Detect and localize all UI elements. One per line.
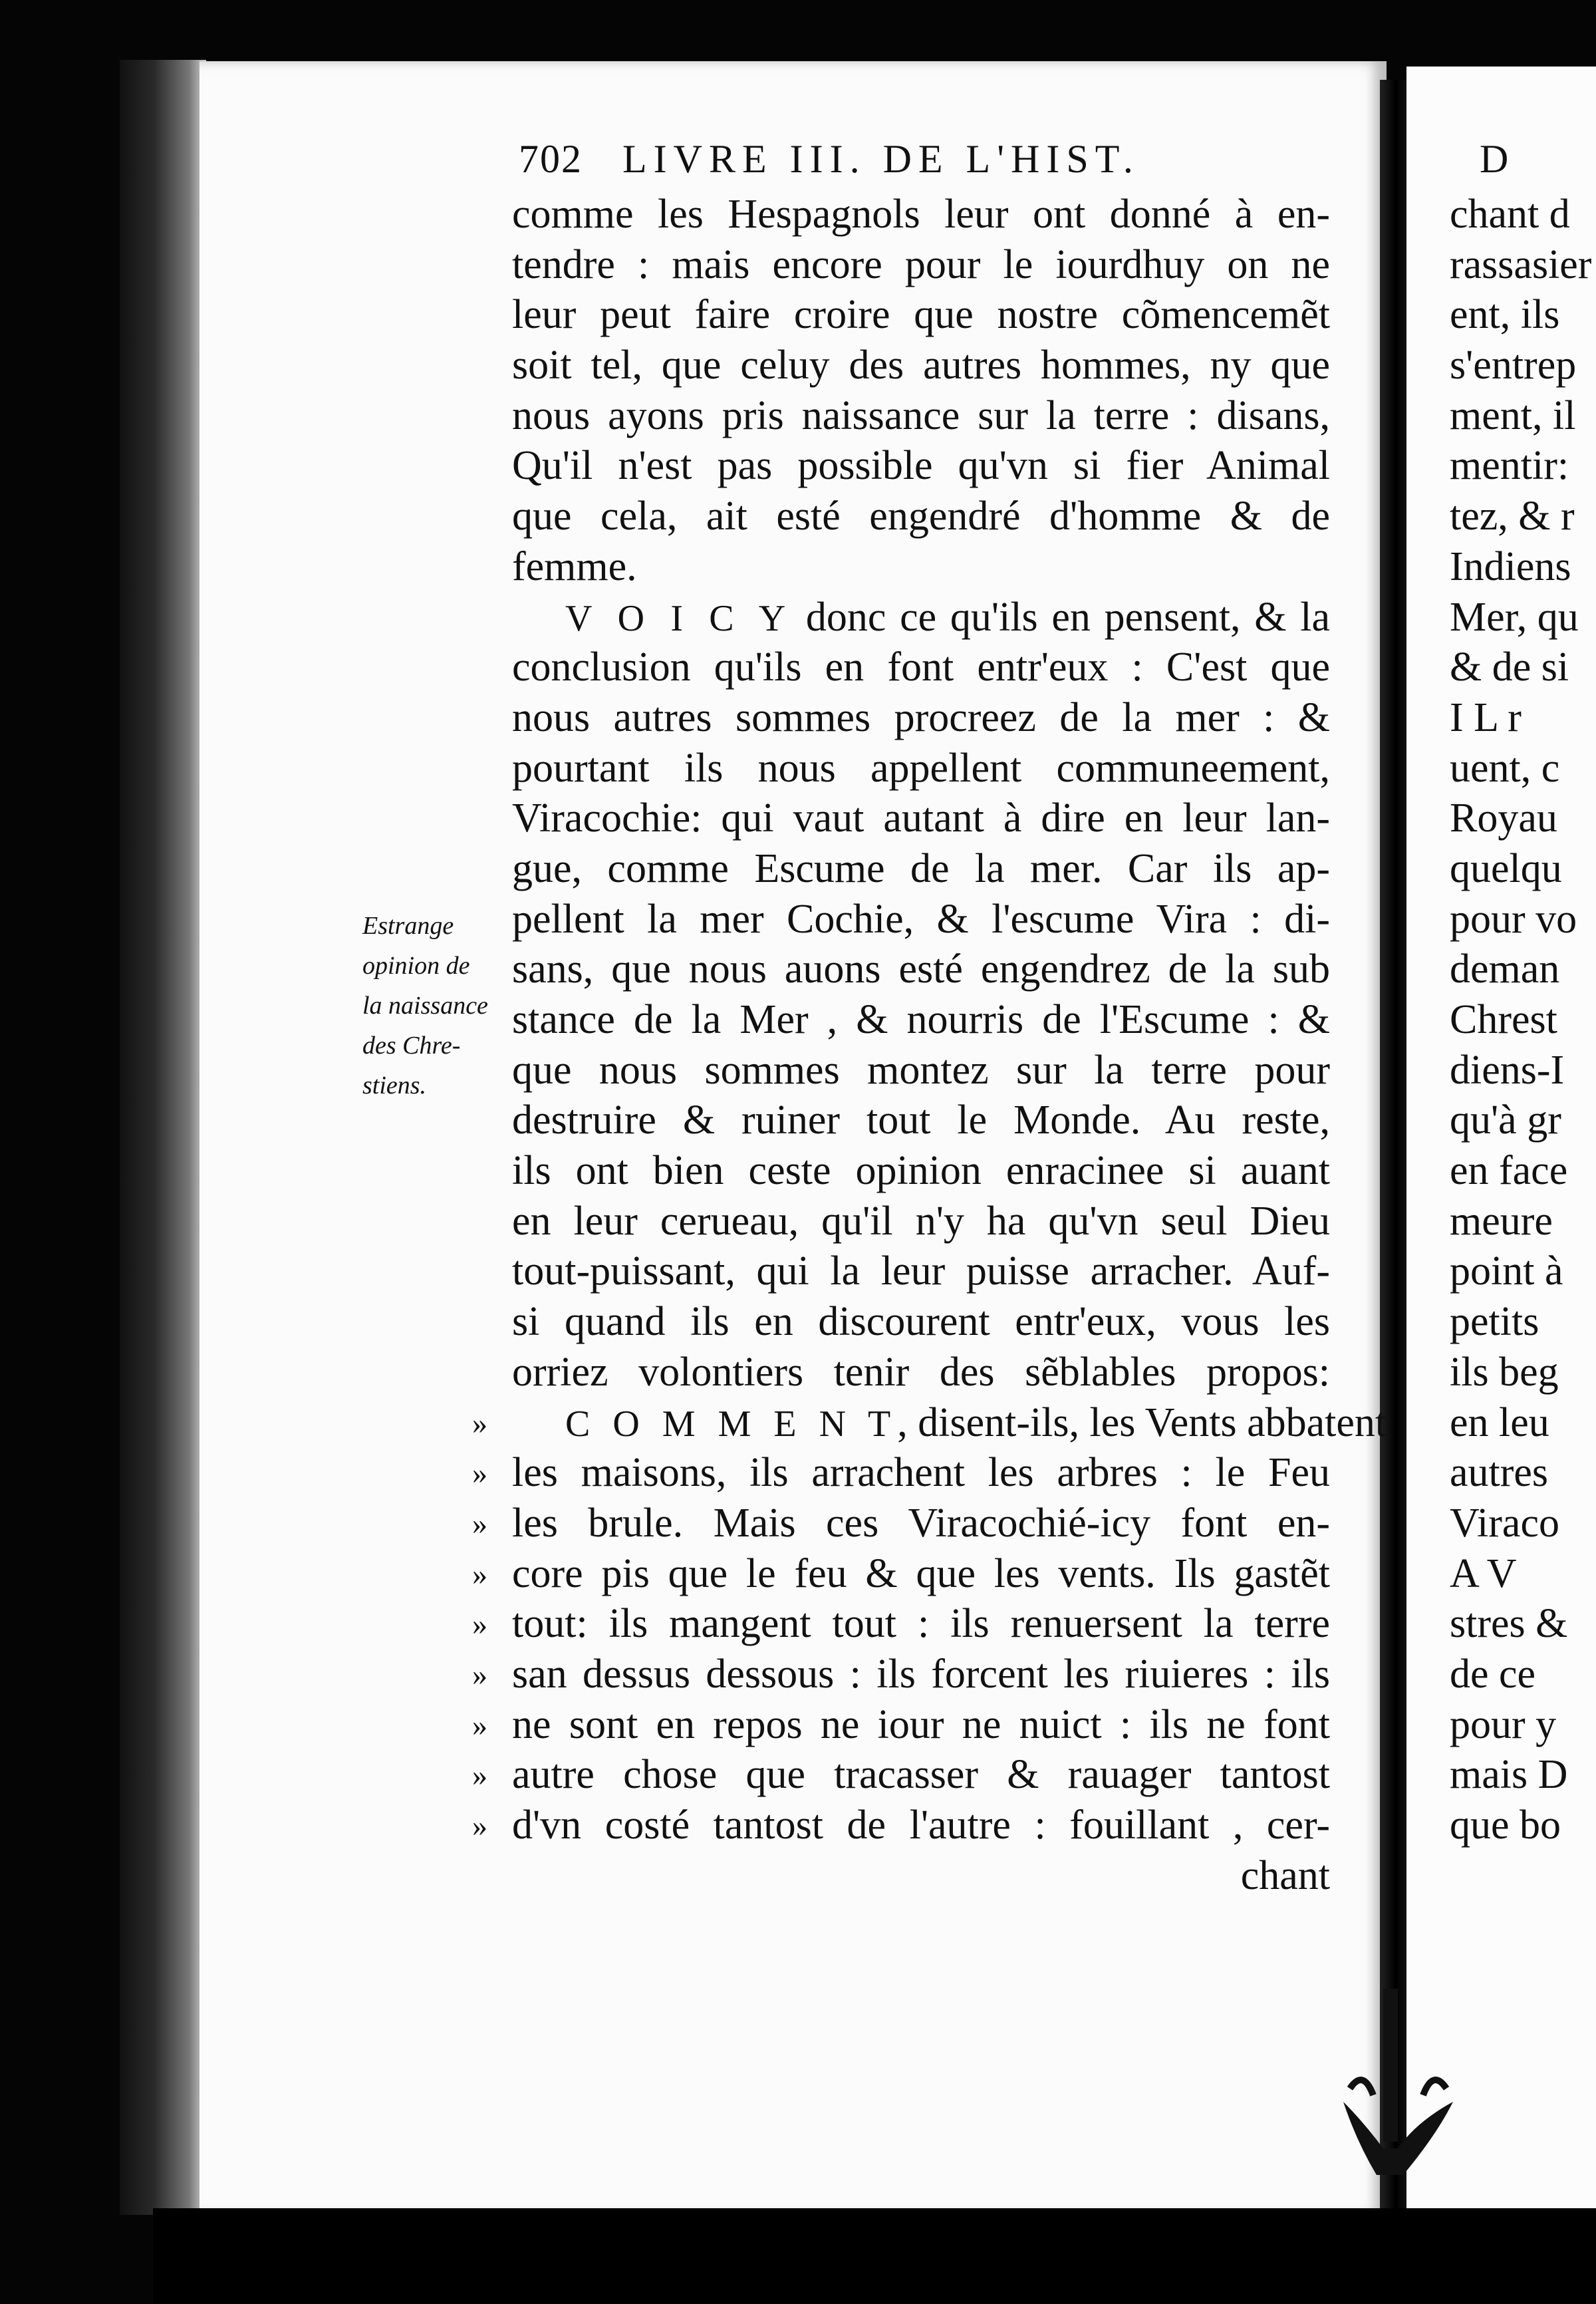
- quote-mark: »: [472, 1405, 487, 1440]
- text-line: [512, 1095, 1330, 1146]
- line-text: pourtant ils nous appellent communeement,: [512, 745, 1330, 791]
- text-line: [472, 1800, 1330, 1851]
- quote-mark: »: [472, 1506, 487, 1540]
- right-page-line: Mer, qu: [1450, 594, 1579, 640]
- right-page-line: ment, il: [1450, 392, 1576, 438]
- text-line: [512, 492, 1330, 542]
- line-text: que cela, ait esté engendré d'homme & de: [512, 494, 1330, 539]
- line-text: en leur cerueau, qu'il n'y ha qu'vn seul Dieu: [512, 1198, 1330, 1244]
- line-text: leur peut faire croire que nostre cõmencemẽt: [512, 292, 1330, 338]
- line-text: destruire & ruiner tout le Monde. Au reste,: [512, 1097, 1330, 1143]
- text-line: [512, 1197, 1330, 1247]
- quote-mark: »: [472, 1657, 487, 1691]
- small-caps-lead: C O M M E N T: [565, 1403, 898, 1445]
- line-text: nous ayons pris naissance sur la terre : disans,: [512, 392, 1330, 438]
- right-page-line: petits: [1450, 1299, 1539, 1345]
- quote-mark: »: [472, 1456, 487, 1491]
- line-text: ne sont en repos ne iour ne nuict : ils ne font: [512, 1701, 1330, 1747]
- line-text: tout-puissant, qui la leur puisse arracher. Auf-: [512, 1248, 1330, 1294]
- text-line: [512, 643, 1330, 693]
- line-text: chant: [1240, 1852, 1330, 1898]
- right-page-line: A V: [1450, 1550, 1517, 1596]
- right-page-line: s'entrep: [1450, 343, 1577, 388]
- line-text: pellent la mer Cochie, & l'escume Vira : di-: [512, 896, 1330, 942]
- line-text: si quand ils en discourent entr'eux, vous les: [512, 1299, 1330, 1345]
- right-page-line: I L r: [1450, 694, 1522, 740]
- line-text: Viracochie: qui vaut autant à dire en leur lan-: [512, 795, 1330, 841]
- right-page-line: de ce: [1450, 1651, 1536, 1697]
- text-line: [512, 895, 1330, 945]
- right-page-line: pour y: [1450, 1701, 1557, 1747]
- right-page-line: deman: [1450, 946, 1560, 992]
- right-running-head: D: [1480, 137, 1509, 181]
- quote-mark: »: [472, 1758, 487, 1793]
- text-line: [512, 1046, 1330, 1096]
- text-line: [512, 240, 1330, 291]
- right-page-line: Chrest: [1450, 997, 1557, 1042]
- right-page-line: pour vo: [1450, 896, 1577, 942]
- right-page-line: stres &: [1450, 1601, 1568, 1647]
- page-number: 702: [519, 137, 583, 181]
- text-line: [472, 1398, 1387, 1449]
- right-page-line: quelqu: [1450, 845, 1562, 891]
- body-text: [472, 190, 1387, 1901]
- right-page-line: tez, & r: [1450, 494, 1575, 539]
- line-text: femme.: [512, 543, 637, 589]
- text-line: [512, 844, 1330, 895]
- text-line: [512, 1246, 1330, 1297]
- small-caps-lead: V O I C Y: [565, 597, 793, 639]
- quote-mark: »: [472, 1607, 487, 1642]
- text-line: [472, 1650, 1330, 1700]
- right-page-line: ils beg: [1450, 1349, 1559, 1395]
- right-page-line: autres: [1450, 1450, 1549, 1496]
- left-gutter: [120, 60, 206, 2215]
- text-line: [472, 1700, 1330, 1751]
- right-page-line: Indiens: [1450, 543, 1571, 589]
- right-page-line: meure: [1450, 1198, 1553, 1244]
- text-line: [512, 341, 1330, 391]
- right-page-line: mentir:: [1450, 443, 1569, 489]
- right-page-line: Royau: [1450, 795, 1557, 841]
- line-text: Qu'il n'est pas possible qu'vn si fier Animal: [512, 443, 1330, 489]
- line-text: core pis que le feu & que les vents. Ils gastẽt: [512, 1550, 1330, 1596]
- line-text: les maisons, ils arrachent les arbres : le Feu: [512, 1450, 1330, 1496]
- line-text: nous autres sommes procreez de la mer : &: [512, 694, 1330, 740]
- clasp-ornament: [1337, 1989, 1463, 2188]
- bottom-shadow: [153, 2208, 1596, 2304]
- text-line: [472, 1750, 1330, 1800]
- text-line: [472, 1499, 1330, 1549]
- text-line: [512, 593, 1330, 643]
- line-text: d'vn costé tantost de l'autre : fouillant , cer-: [512, 1802, 1330, 1848]
- running-head: [519, 136, 1250, 190]
- margin-note-line: la naissance: [362, 992, 488, 1020]
- right-page-line: en leu: [1450, 1399, 1549, 1445]
- right-page-line: Viraco: [1450, 1500, 1559, 1546]
- line-text: tout: ils mangent tout : ils renuersent la terre: [512, 1601, 1330, 1647]
- text-line: [512, 290, 1330, 341]
- quote-mark: »: [472, 1707, 487, 1742]
- line-text: stance de la Mer , & nourris de l'Escume : &: [512, 997, 1330, 1042]
- right-page-line: rassasier: [1450, 241, 1592, 287]
- right-page-line: uent, c: [1450, 745, 1560, 791]
- right-page-line: diens-I: [1450, 1047, 1565, 1093]
- text-line: [472, 1549, 1330, 1600]
- book-fold: [1380, 80, 1406, 2228]
- margin-note-line: stiens.: [362, 1072, 427, 1099]
- text-line: [512, 441, 1330, 492]
- right-page-line: ent, ils: [1450, 292, 1560, 338]
- line-text: donc ce qu'ils en pensent, & la: [792, 594, 1330, 640]
- margin-note-line: des Chre-: [362, 1032, 461, 1060]
- line-text: soit tel, que celuy des autres hommes, ny que: [512, 343, 1330, 388]
- text-line: [472, 1448, 1330, 1499]
- text-line: [512, 542, 1330, 593]
- text-line: [512, 693, 1330, 744]
- line-text: conclusion qu'ils en font entr'eux : C'est que: [512, 645, 1330, 690]
- text-line: [512, 944, 1330, 995]
- margin-note-line: Estrange: [362, 912, 454, 940]
- text-line: [512, 1297, 1330, 1348]
- margin-note-line: opinion de: [362, 952, 470, 980]
- right-page-line: que bo: [1450, 1802, 1561, 1848]
- text-line: [512, 1348, 1330, 1398]
- text-line: [512, 744, 1330, 794]
- right-page-line: point à: [1450, 1248, 1563, 1294]
- right-page-line: & de si: [1450, 645, 1569, 690]
- line-text: ils ont bien ceste opinion enracinee si auant: [512, 1148, 1330, 1194]
- right-page-line: qu'à gr: [1450, 1097, 1561, 1143]
- line-text: les brule. Mais ces Viracochié-icy font en-: [512, 1500, 1330, 1546]
- line-text: orriez volontiers tenir des sẽblables propos:: [512, 1349, 1330, 1395]
- line-text: tendre : mais encore pour le iourdhuy on ne: [512, 241, 1330, 287]
- text-line: [512, 793, 1330, 844]
- line-text: sans, que nous auons esté engendrez de la sub: [512, 946, 1330, 992]
- right-page-line: en face: [1450, 1148, 1568, 1194]
- right-page-line: mais D: [1450, 1752, 1568, 1798]
- line-text: autre chose que tracasser & rauager tantost: [512, 1752, 1330, 1798]
- text-line: [472, 1599, 1330, 1650]
- right-page-text: [1450, 190, 1596, 1851]
- text-line: [512, 1146, 1330, 1197]
- line-text: que nous sommes montez sur la terre pour: [512, 1047, 1330, 1093]
- line-text: , disent-ils, les Vents abbatent: [897, 1399, 1387, 1445]
- marginal-note: [362, 906, 509, 1105]
- text-line: [512, 391, 1330, 442]
- right-page-line: chant d: [1450, 192, 1570, 237]
- text-line: [512, 190, 1330, 240]
- quote-mark: »: [472, 1556, 487, 1591]
- text-line: [512, 995, 1330, 1046]
- text-line: [512, 1851, 1330, 1902]
- line-text: comme les Hespagnols leur ont donné à en-: [512, 192, 1330, 237]
- line-text: san dessus dessous : ils forcent les riuieres : ils: [512, 1651, 1330, 1697]
- line-text: gue, comme Escume de la mer. Car ils ap-: [512, 845, 1330, 891]
- quote-mark: »: [472, 1808, 487, 1842]
- running-title: LIVRE III. DE L'HIST.: [622, 137, 1140, 181]
